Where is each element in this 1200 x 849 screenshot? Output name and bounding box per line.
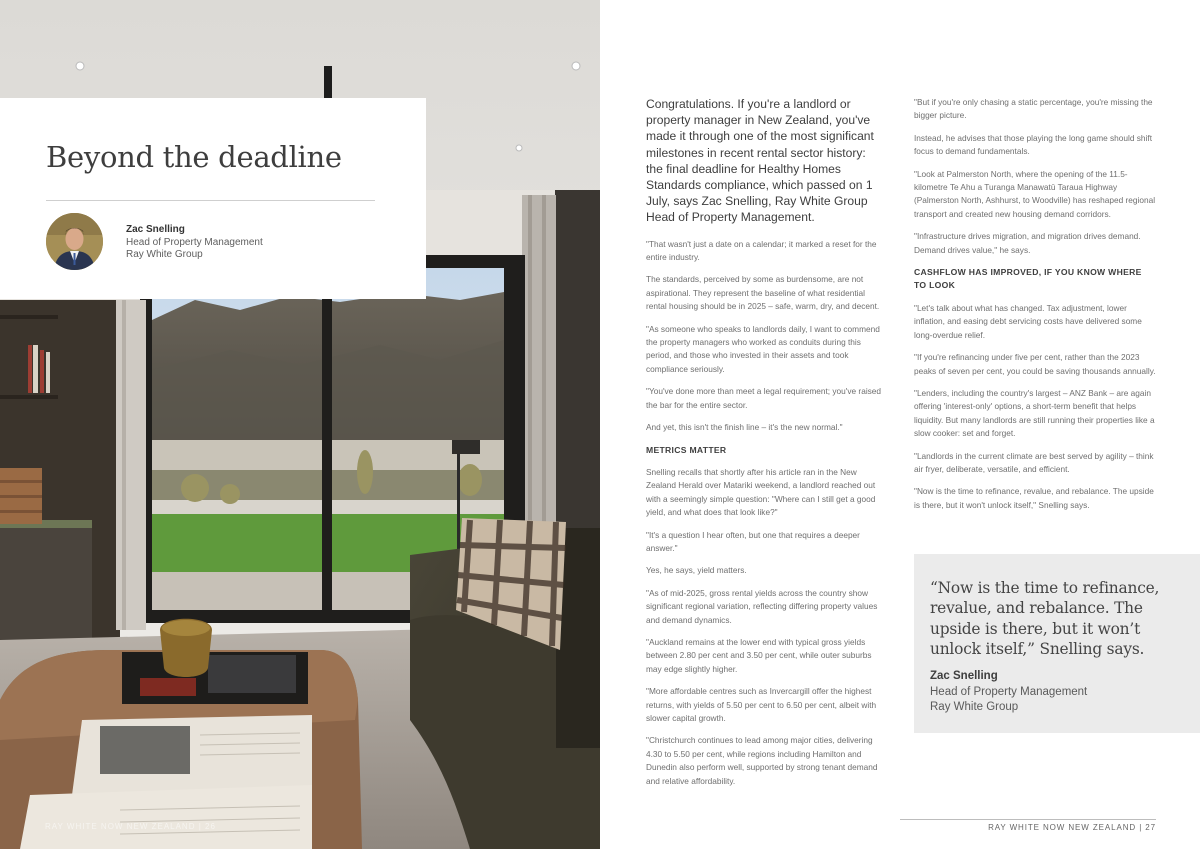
author-role: Head of Property Management (126, 236, 263, 248)
pull-quote-text: “Now is the time to refinance, revalue, and rebalance. The upside is there, but it won’t unlock itself,” Snelling says. (930, 579, 1160, 658)
body-paragraph: The standards, perceived by some as burdensome, are not aspirational. They represent the baseline of what residential rental housing should be in 2025 – safe, warm, dry, and decent. (646, 274, 880, 312)
subheading-metrics: METRICS MATTER (646, 444, 727, 455)
body-paragraph: "You've done more than meet a legal requirement; you've raised the bar for the entire sector. (646, 386, 882, 410)
text-column-1 (646, 96, 884, 797)
author-name: Zac Snelling (126, 224, 185, 235)
body-paragraph: "Lenders, including the country's largest – ANZ Bank – are again offering 'interest-only' options, a short-term benefit that helps liquidity. But many landlords are still running their properties like a slow cooker: set and forget. (914, 387, 1155, 439)
body-paragraph: "Infrastructure drives migration, and migration drives demand. Demand drives value," he says. (914, 231, 1141, 255)
body-paragraph: Yes, he says, yield matters. (646, 565, 747, 576)
text-column-2 (914, 96, 1156, 521)
body-paragraph: "Auckland remains at the lower end with typical gross yields between 2.80 per cent and 3.50 per cent, while outer suburbs may edge slightly higher. (646, 636, 872, 674)
body-paragraph: Instead, he advises that those playing the long game should shift focus to demand fundamentals. (914, 132, 1153, 157)
author-company: Ray White Group (126, 249, 203, 260)
title-card (0, 98, 426, 299)
body-paragraph: "Look at Palmerston North, where the opening of the 11.5-kilometre Te Ahu a Turanga Manawatū Taraua Highway (Palmerston North, Ashhurst, to Woodville) has reshaped regional transport and created new housing demand corridors. (914, 168, 1156, 219)
avatar (46, 213, 103, 270)
body-paragraph: "That wasn't just a date on a calendar; it marked a reset for the entire industry. (646, 238, 877, 263)
pull-quote-role: Head of Property Management (930, 685, 1088, 698)
left-page-footer: RAY WHITE NOW NEW ZEALAND | 26 (45, 822, 216, 831)
body-paragraph: "Landlords in the current climate are best served by agility – think air fryer, deliberate, versatile, and efficient. (914, 450, 1154, 474)
body-paragraph: "If you're refinancing under five per cent, rather than the 2023 peaks of seven per cent, you could be saving thousands annually. (914, 352, 1156, 376)
footer-divider (900, 819, 1156, 820)
pull-quote-company: Ray White Group (930, 701, 1019, 713)
subheading-cashflow: CASHFLOW HAS IMPROVED, IF YOU KNOW WHERE TO LOOK (914, 267, 1142, 291)
author-block (126, 224, 263, 262)
body-paragraph: And yet, this isn't the finish line – it's the new normal." (646, 422, 843, 433)
body-paragraph: "Now is the time to refinance, revalue, and rebalance. The upside is there, but it won't unlock itself," Snelling says. (914, 486, 1154, 510)
article-title: Beyond the deadline (46, 140, 342, 174)
pull-quote-box (914, 554, 1200, 733)
body-paragraph: "More affordable centres such as Invercargill offer the highest returns, with yields of 5.50 per cent to 6.50 per cent, albeit with slower capital growth. (646, 686, 877, 723)
body-paragraph: Snelling recalls that shortly after his article ran in the New Zealand Herald over Matariki weekend, a landlord reached out with a seemingly simple question: "Where can I still get a good yield, and what does that look like?" (646, 466, 876, 518)
body-paragraph: "As of mid-2025, gross rental yields across the country show significant regional variation, reflecting differing property values and demand dynamics. (646, 587, 878, 625)
body-paragraph: "Let's talk about what has changed. Tax adjustment, lower inflation, and easing debt servicing costs have delivered some long-overdue relief. (914, 302, 1142, 340)
body-paragraph: "As someone who speaks to landlords daily, I want to commend the property managers who worked as conduits during this period, and those who invested in their assets and took compliance seriously. (646, 323, 880, 374)
author-portrait-icon (46, 213, 103, 270)
body-paragraph: "It's a question I hear often, but one that requires a deeper answer." (646, 529, 860, 553)
title-divider (46, 200, 375, 201)
body-paragraph: "But if you're only chasing a static percentage, you're missing the bigger picture. (914, 97, 1153, 121)
pull-quote-name: Zac Snelling (930, 670, 998, 683)
body-paragraph: "Christchurch continues to lead among major cities, delivering 4.30 to 5.50 per cent, while regions including Hamilton and Dunedin also perform well, supported by strong tenant demand and relative affordability. (646, 735, 878, 786)
right-page-footer: RAY WHITE NOW NEW ZEALAND | 27 (988, 823, 1156, 832)
lead-paragraph: Congratulations. If you're a landlord or property manager in New Zealand, you've made it through one of the most significant milestones in recent rental sector history: the final deadline for Healthy Homes Standards compliance, which passed on 1 July, says Zac Snelling, Ray White Group Head of Property Management. (646, 97, 874, 225)
